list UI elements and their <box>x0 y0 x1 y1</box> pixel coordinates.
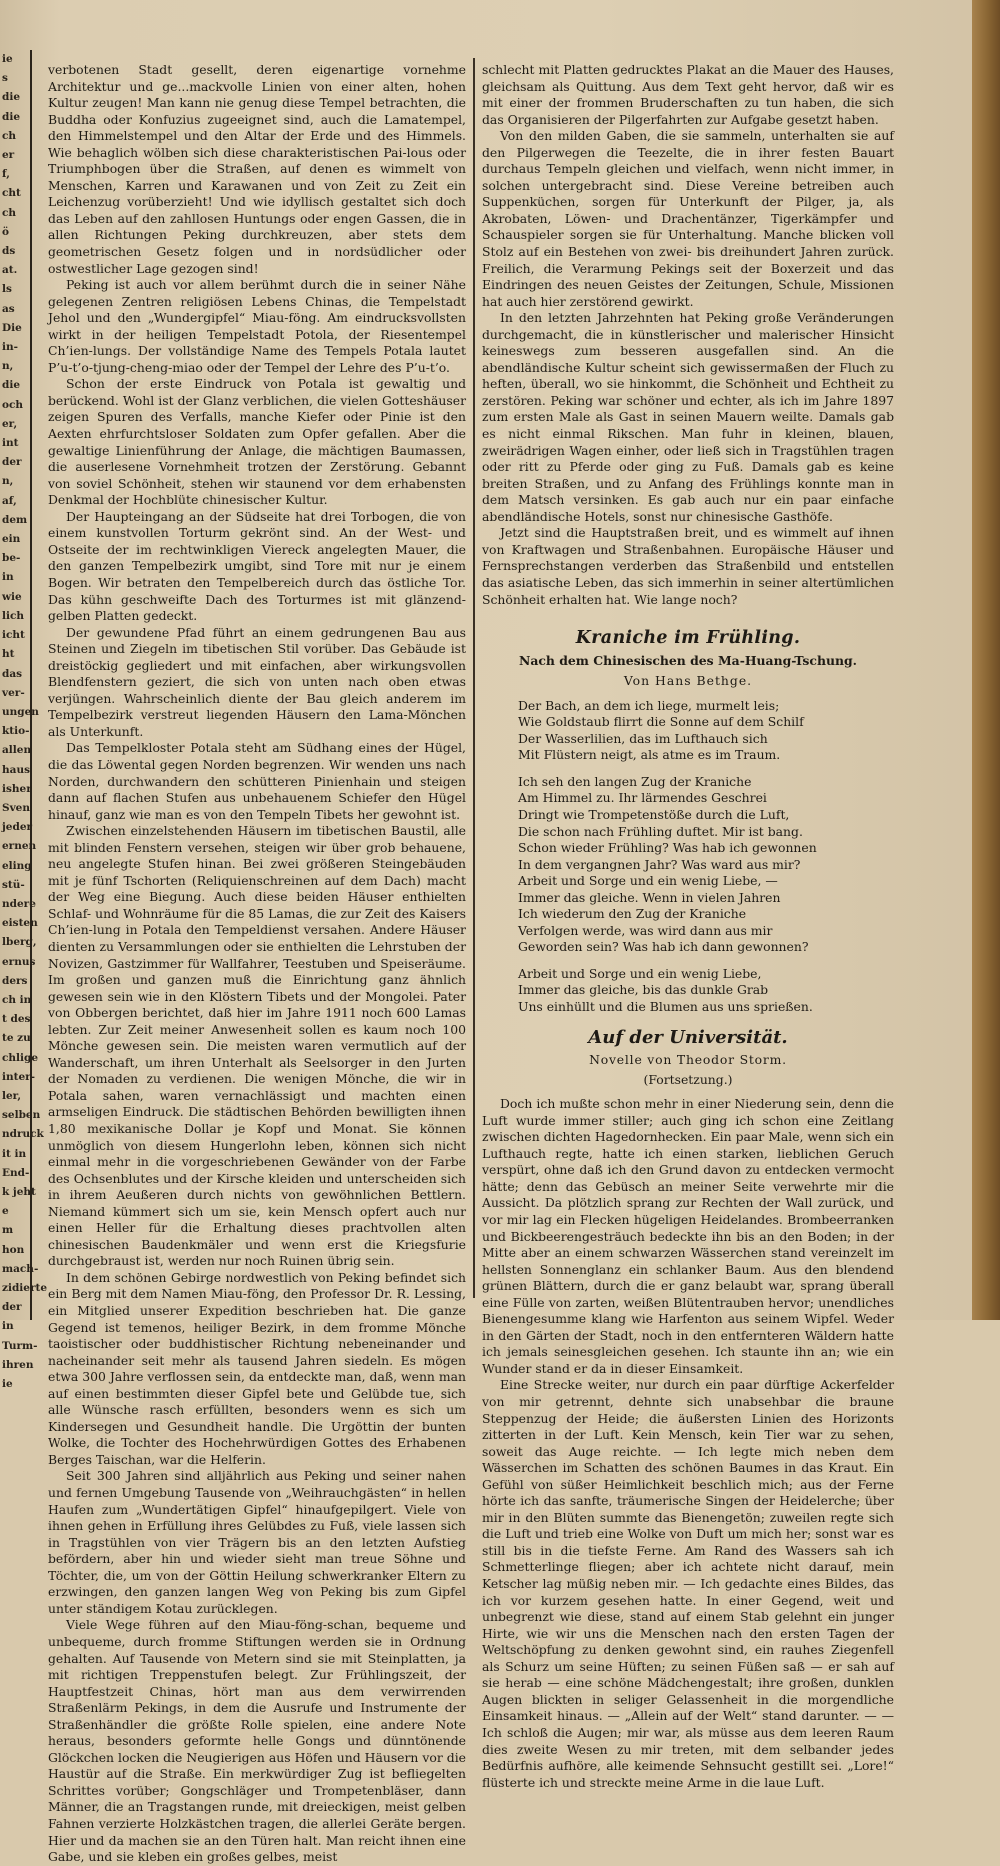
previous-page-margin <box>0 50 48 1391</box>
margin-fragment: selben <box>2 1109 41 1122</box>
margin-fragment: die <box>2 110 21 123</box>
margin-fragment: Sven <box>2 801 30 814</box>
margin-fragment: ernen <box>2 840 37 853</box>
article-paragraph: verbotenen Stadt gesellt, deren eigenartige vornehme Architektur und ge...mackvolle Linien von einer alten, hohen Kultur zeugen! Man kann nie genug diese Tempel betrachten, die Buddha oder Konfuzius zugeeignet sind, auch die Lamatempel, den Himmelstempel und den Altar der Erde und des Himmels. Wie behaglich wölben sich diese charakteristischen Pai-lous oder Triumphbogen über die Straßen, auf denen es wimmelt von Menschen, Karren und Karawanen und von Zeit zu Zeit ein Leichenzug vorüberzieht! Und wie idyllisch gestaltet sich doch das Leben auf den zahllosen Huntungs oder engen Gassen, die in allen Richtungen Peking durchkreuzen, aber stets dem geometrischen Gesetz folgen und in nordsüdlicher oder ostwestlicher Lage gezogen sind! <box>48 62 466 276</box>
margin-fragment: die <box>2 379 21 392</box>
novel-continuation-note: (Fortsetzung.) <box>643 1071 733 1087</box>
margin-fragment: in- <box>2 341 18 354</box>
margin-fragment: ie <box>2 53 13 65</box>
poem-line: Wie Goldstaub flirrt die Sonne auf dem Schilf <box>518 714 804 730</box>
margin-fragment: ö <box>2 225 10 238</box>
margin-fragment: zidierte <box>2 1282 48 1294</box>
poem-line: Immer das gleiche, bis das dunkle Grab <box>518 982 769 998</box>
margin-fragment: ch <box>2 129 17 142</box>
poem-title: Kraniche im Frühling. <box>575 628 801 649</box>
margin-fragment: ht <box>2 648 15 661</box>
poem-line: Ich wiederum den Zug der Kraniche <box>518 906 747 922</box>
margin-fragment: f, <box>2 168 10 181</box>
margin-fragment: ndere <box>2 897 36 910</box>
margin-fragment: er, <box>2 417 18 430</box>
margin-fragment: ch <box>2 206 17 219</box>
margin-fragment: ders <box>2 974 28 987</box>
margin-fragment: e <box>2 1205 9 1218</box>
article-paragraph: Viele Wege führen auf den Miau-föng-schan, bequeme und unbequeme, durch fromme Stiftungen werden sie in Ordnung gehalten. Auf Tausende von Metern sind sie mit Steinplatten, ja mit richtigen Treppenstufen belegt. Zur Frühlingszeit, der Hauptfestzeit Chinas, hört man aus dem verwirrenden Straßenlärm Pekings, in dem die Ausrufe und Instrumente der Straßenhändler die größte Rolle spielen, eine andere Note heraus, besonders geformte helle Gongs und dünntönende Glöckchen locken die Neugierigen aus Höfen und Häusern vor die Haustür auf die Straße. Ein merkwürdiger Zug ist befliegelten Schrittes vorüber; Gongschläger und Trompetenbläser, dann Männer, die an Tragstangen runde, mit dreieckigen, meist gelben Fahnen verzierte Holzkästchen tragen, die allerlei Geräte bergen. Hier und da machen sie an den Türen halt. Man reicht ihnen eine Gabe, und sie kleben ein großes gelbes, meist <box>48 1617 466 1865</box>
margin-fragment: af, <box>2 494 17 507</box>
poem-line: Der Bach, an dem ich liege, murmelt leis; <box>518 697 780 713</box>
article-paragraph: In dem schönen Gebirge nordwestlich von Peking befindet sich ein Berg mit dem Namen Miau-föng, den Professor Dr. R. Lessing, ein Mitglied unserer Expedition beschrieben hat. Die ganze Gegend ist temenos, heiliger Bezirk, in dem fromme Mönche taoistischer oder buddhistischer Richtung nebeneinander und nacheinander seit mehr als tausend Jahren siedeln. Es mögen etwa 300 Jahre verflossen sein, da entdeckte man, daß, wenn man auf einen bestimmten dieser Gipfel bete und Gelübde tue, sich alle Wünsche rasch erfüllten, besonders wenn es sich um Kindersegen und Gesundheit handle. Die Urgöttin der bunten Wolke, die Tochter des Hochehrwürdigen Gottes des Erhabenen Berges Taischan, war die Helferin. <box>48 1269 466 1467</box>
book-spine-edge <box>972 0 1000 1320</box>
margin-fragment: Turm- <box>2 1339 38 1352</box>
margin-fragment: in <box>2 571 14 584</box>
poem-stanza <box>482 966 894 1016</box>
margin-fragment: isher <box>2 782 32 795</box>
article-paragraph: In den letzten Jahrzehnten hat Peking große Veränderungen durchgemacht, die in künstlerischer und malerischer Hinsicht keineswegs zum besseren ausgefallen sind. An die abendländische Kultur scheint sich gewissermaßen der Fluch zu heften, überall, wo sie hinkommt, die Schönheit und Echtheit zu zerstören. Peking war schöner und echter, als ich im Jahre 1897 zum ersten Male als Gast in seinen Mauern weilte. Damals gab es nicht einmal Rikschen. Man fuhr in kleinen, blauen, zweirädrigen Wagen einher, oder ließ sich in Tragstühlen tragen oder ritt zu Pferde oder ging zu Fuß. Damals gab es keine breiten Straßen, und zu Anfang des Frühlings konnte man in dem Matsch versinken. Es gab auch nur ein paar einfache abendländische Hotels, sonst nur chinesische Gasthöfe. <box>482 310 894 524</box>
margin-fragment: mach- <box>2 1262 39 1275</box>
margin-fragment: jeder <box>2 821 33 834</box>
poem-line: Ich seh den langen Zug der Kraniche <box>518 773 752 789</box>
poem-stanza <box>482 698 894 764</box>
margin-fragment: hon <box>2 1243 25 1256</box>
poem-line: Am Himmel zu. Ihr lärmendes Geschrei <box>518 790 767 806</box>
article-paragraph: Der gewundene Pfad führt an einem gedrungenen Bau aus Steinen und Ziegeln im tibetischen Stil vorüber. Das Gebäude ist dreistöckig gegliedert und mit einfachen, aber wirkungsvollen Blendfenstern geziert, die sich von unten nach oben etwas verjüngen. Wahrscheinlich diente der Bau gleich anderem im Tempelbezirk verstreut liegenden Häusern den Lama-Mönchen als Unterkunft. <box>48 624 466 739</box>
article-paragraph: Zwischen einzelstehenden Häusern im tibetischen Baustil, alle mit blinden Fenstern versehen, steigen wir über grob behauene, neu angelegte Stufen hinan. Bei zwei größeren Steingebäuden mit je fünf Tschorten (Reliquienschreinen auf dem Dach) macht der Weg eine Biegung. Auch diese beiden Häuser enthielten Schlaf- und Wohnräume für die 85 Lamas, die zur Zeit des Kaisers Ch’ien-lung in Potala den Tempeldienst versahen. Andere Häuser dienten zu Versammlungen oder sie enthielten die Lehrstuben der Novizen, Gastzimmer für Wallfahrer, Teestuben und Speiseräume. Im großen und ganzen muß die Einrichtung ganz ähnlich gewesen sein wie in den Klöstern Tibets und der Mongolei. Pater von Obbergen berichtet, daß hier im Jahre 1911 noch 600 Lamas lebten. Zur Zeit meiner Anwesenheit sollen es kaum noch 100 Mönche gewesen sein. Die meisten waren vermutlich auf der Wanderschaft, um ihren Unterhalt als Seelsorger in den Jurten der Nomaden zu verdienen. Die wenigen Mönche, die wir in Potala sahen, waren vernachlässigt und machten einen armseligen Eindruck. Die städtischen Behörden bewilligten ihnen 1,80 mexikanische Dollar je Kopf und Monat. Sie können unmöglich von diesem Hungerlohn leben, können sich nicht einmal mehr in die vorgeschriebenen Gewänder von der Farbe des Ochsenblutes und der Kirsche kleiden und unterscheiden sich in ihrem Aeußeren durch nichts von gewöhnlichen Bettlern. Niemand kümmert sich um sie, kein Mensch opfert auch nur einen Heller für die Erhaltung dieses prachtvollen alten chinesischen Baudenkmäler und wenn erst die Kriegsfurie durchgebraust ist, werden nur noch Ruinen übrig sein. <box>48 823 466 1269</box>
margin-fragment: lich <box>2 609 25 622</box>
margin-fragment: s <box>2 72 8 85</box>
margin-fragment: inter- <box>2 1070 36 1083</box>
article-paragraph: Seit 300 Jahren sind alljährlich aus Peking und seiner nahen und fernen Umgebung Tausende von „Weihrauchgästen“ in hellen Haufen zum „Wundertätigen Gipfel“ hinaufgepilgert. Viele von ihnen gehen in Erfüllung ihres Gelübdes zu Fuß, viele lassen sich in Tragstühlen von vier Trägern bis an den letzten Aufstieg befördern, aber hin und wieder sieht man treue Söhne und Töchter, die, um von der Göttin Heilung schwerkranker Eltern zu erzwingen, den ganzen langen Weg von Peking bis zum Gipfel unter ständigem Kotau zurücklegen. <box>48 1468 466 1616</box>
margin-fragment: eisten <box>2 917 38 930</box>
margin-fragment: ver- <box>2 686 25 699</box>
margin-fragment: at. <box>2 264 18 277</box>
poem-line: Arbeit und Sorge und ein wenig Liebe, <box>518 965 762 981</box>
poem-line: Geworden sein? Was hab ich dann gewonnen? <box>518 939 809 955</box>
margin-fragment: die <box>2 91 21 104</box>
article-paragraph: Schon der erste Eindruck von Potala ist gewaltig und berückend. Wohl ist der Glanz verblichen, die vielen Gotteshäuser zeigen Spuren des Verfalls, manche Kiefer oder Pinie ist den Aexten ehrfurchtsloser Soldaten zum Opfer gefallen. Aber die gewaltige Linienführung der Anlage, die mächtigen Baumassen, die auserlesene Vornehmheit trotzen der Zerstörung. Gebannt von soviel Schönheit, stehen wir staunend vor dem erhabensten Denkmal der Hochblüte chinesischer Kultur. <box>48 376 466 508</box>
article-paragraph: Von den milden Gaben, die sie sammeln, unterhalten sie auf den Pilgerwegen die Teezelte, die in ihrer festen Bauart durchaus Tempeln gleichen und vielfach, wenn nicht immer, in solchen untergebracht sind. Diese Vereine betreiben auch Suppenküchen, sorgen für Unterkunft der Pilger, ja, als Akrobaten, Löwen- und Drachentänzer, Tigerkämpfer und Schauspieler sorgen sie für Unterhaltung. Manche blicken voll Stolz auf ein Bestehen von zwei- bis dreihundert Jahren zurück. Freilich, die Verarmung Pekings seit der Boxerzeit und das Eindringen des neuen Geistes der Zeitungen, Schule, Missionen hat auch hier zerstörend gewirkt. <box>482 128 894 309</box>
margin-fragment: lberg, <box>2 936 37 949</box>
margin-fragment: chlige <box>2 1051 39 1064</box>
margin-fragment: ktio- <box>2 725 30 738</box>
poem-line: Uns einhüllt und die Blumen aus uns sprießen. <box>518 998 813 1014</box>
article-paragraph: schlecht mit Platten gedrucktes Plakat an die Mauer des Hauses, gleichsam als Quittung. Aus dem Text geht hervor, daß wir es mit einer der frommen Bruderschaften zu tun haben, die sich das Organisieren der Pilgerfahrten zur Aufgabe gesetzt haben. <box>482 62 894 127</box>
poem-line: In dem vergangnen Jahr? Was ward aus mir? <box>518 856 801 872</box>
margin-fragment: ch in <box>2 993 32 1006</box>
margin-fragment: haus <box>2 763 30 776</box>
margin-fragment: k jeht <box>2 1185 36 1198</box>
poem-line: Der Wasserlilien, das im Lufthauch sich <box>518 730 768 746</box>
margin-fragment: in <box>2 1320 14 1333</box>
novel-paragraph: Doch ich mußte schon mehr in einer Niederung sein, denn die Luft wurde immer stiller; auch ging ich schon eine Zeitlang zwischen dichten Hagedornhecken. Ein paar Male, wenn sich ein Lufthauch regte, hatte ich einen starken, lieblichen Geruch verspürt, ohne daß ich den Grund davon zu entdecken vermocht hätte; denn das Gebüsch an meiner Seite verwehrte mir die Aussicht. Da plötzlich sprang zur Rechten der Wall zurück, und vor mir lag ein Flecken hügeligen Heidelandes. Brombeerranken und Bickbeerengesträuch bedeckte ihn bis an den Boden; in der Mitte aber an einem schwarzen Wässerchen stand vereinzelt im hellsten Sonnenglanz ein schlanker Baum. Aus den blendend grünen Blättern, durch die er ganz belaubt war, sprang überall eine Fülle von zarten, weißen Blütentrauben hervor; unendliches Bienengesumme klang wie Harfenton aus seinem Wipfel. Weder in den Gärten der Stadt, noch in den entfernteren Wäldern hatte ich jemals seinesgleichen gesehen. Ich staunte ihn an; wie ein Wunder stand er da in dieser Einsamkeit. <box>482 1096 894 1376</box>
margin-fragment: stü- <box>2 878 25 891</box>
margin-fragment: der <box>2 456 22 469</box>
article-column-right <box>482 62 894 1791</box>
margin-fragment: ler, <box>2 1089 22 1102</box>
poem-line: Die schon nach Frühling duftet. Mir ist bang. <box>518 823 803 839</box>
poem-line: Dringt wie Trompetenstöße durch die Luft, <box>518 806 790 822</box>
margin-fragment: n, <box>2 475 14 488</box>
poem-subtitle: Nach dem Chinesischen des Ma-Huang-Tschung. <box>519 652 857 668</box>
margin-fragment: ungen <box>2 705 39 718</box>
margin-fragment: wie <box>2 590 22 603</box>
margin-fragment: te zu <box>2 1032 31 1045</box>
margin-fragment: allen <box>2 744 32 757</box>
poem-line: Verfolgen werde, was wird dann aus mir <box>518 922 773 938</box>
article-column-left <box>48 62 466 1866</box>
margin-fragment: Die <box>2 321 22 334</box>
margin-fragment: be- <box>2 552 21 565</box>
margin-fragment: int <box>2 437 19 450</box>
margin-fragment: ls <box>2 283 12 296</box>
article-paragraph: Jetzt sind die Hauptstraßen breit, und es wimmelt auf ihnen von Kraftwagen und Straßenbahnen. Europäische Häuser und Fernsprechstangen verderben das Straßenbild und entstellen das asiatische Leben, das sich immerhin in seiner altertümlichen Schönheit erhalten hat. Wie lange noch? <box>482 525 894 607</box>
margin-fragment: m <box>2 1224 14 1237</box>
poem-line: Mit Flüstern neigt, als atme es im Traum. <box>518 747 781 763</box>
margin-fragment: ie <box>2 1378 13 1391</box>
column-divider <box>473 58 475 1298</box>
article-paragraph: Peking ist auch vor allem berühmt durch die in seiner Nähe gelegenen Zentren religiösen Lebens Chinas, die Tempelstadt Jehol und den „Wundergipfel“ Miau-föng. Am eindrucksvollsten wirkt in der heiligen Tempelstadt Potola, der Riesentempel Ch’ien-lungs. Der vollständige Name des Tempels Potala lautet P’u-t’o-tjung-cheng-miao oder der Tempel der Lehre des P’u-t’o. <box>48 277 466 375</box>
margin-fragment: er <box>2 149 15 162</box>
article-paragraph: Das Tempelkloster Potala steht am Südhang eines der Hügel, die das Löwental gegen Norden begrenzen. Wir wenden uns nach Norden, durchwandern den schütteren Pinienhain und steigen dann auf flachen Stufen aus unbehauenem Schiefer den Hügel hinauf, ganz wie man es von den Tempeln Tibets her gewohnt ist. <box>48 740 466 822</box>
margin-fragment: ein <box>2 533 21 546</box>
margin-fragment: der <box>2 1301 22 1314</box>
article-paragraph: Der Haupteingang an der Südseite hat drei Torbogen, die von einem kunstvollen Torturm gekrönt sind. An der West- und Ostseite der im rechtwinkligen Viereck angelegten Mauer, die den ganzen Tempelbezirk umgibt, sind Tore mit nur je einem Bogen. Wir betraten den Tempelbereich durch das östliche Tor. Das kühn geschweifte Dach des Torturmes ist mit glänzend-gelben Platten gedeckt. <box>48 508 466 624</box>
novel-subtitle: Novelle von Theodor Storm. <box>589 1052 787 1068</box>
margin-fragment: ihren <box>2 1358 34 1371</box>
margin-fragment: it in <box>2 1147 27 1160</box>
poem-line: Arbeit und Sorge und ein wenig Liebe, — <box>518 873 778 889</box>
margin-fragment: icht <box>2 629 25 642</box>
margin-fragment: eling <box>2 859 32 872</box>
margin-fragment: t des <box>2 1013 31 1026</box>
margin-fragment: och <box>2 398 24 411</box>
margin-fragment: ds <box>2 245 16 258</box>
margin-fragment: ndruck <box>2 1128 44 1141</box>
margin-fragment: n, <box>2 360 14 373</box>
margin-fragment: cht <box>2 187 21 200</box>
margin-fragment: End- <box>2 1166 30 1179</box>
margin-fragment: ernus <box>2 955 36 968</box>
margin-fragment: as <box>2 302 15 315</box>
novel-paragraph: Eine Strecke weiter, nur durch ein paar dürftige Ackerfelder von mir getrennt, dehnte sich unabsehbar die braune Steppenzug der Heide; die äußersten Linien des Horizonts zitterten in der Luft. Kein Mensch, kein Tier war zu sehen, soweit das Auge reichte. — Ich legte mich neben dem Wässerchen im Schatten des schönen Baumes in das Kraut. Ein Gefühl von süßer Heimlichkeit beschlich mich; aus der Ferne hörte ich das sanfte, träumerische Singen der Heidelerche; über mir in den Blüten summte das Bienengetön; zuweilen regte sich die Luft und trieb eine Wolke von Duft um mich her; sonst war es still bis in die tiefste Ferne. Am Rand des Wassers sah ich Schmetterlinge fliegen; aber ich achtete nicht darauf, mein Ketscher lag müßig neben mir. — Ich gedachte eines Bildes, das ich vor kurzem gesehen hatte. In einer Gegend, weit und unbegrenzt wie diese, stand auf einem Stab gelehnt ein junger Hirte, wie wir uns die Menschen nach den ersten Tagen der Weltschöpfung zu denken gewohnt sind, ein rauhes Ziegenfell als Schurz um seine Hüften; zu seinen Füßen saß — er sah auf sie herab — eine schöne Mädchengestalt; ihre großen, dunklen Augen blickten in seliger Gelassenheit in die morgendliche Einsamkeit hinaus. — „Allein auf der Welt“ stand darunter. — — Ich schloß die Augen; mir war, als müsse aus dem leeren Raum dies zweite Wesen zu mir treten, mit dem selbander jedes Bedürfnis aufhöre, alle keimende Sehnsucht gestillt sei. „Lore!“ flüsterte ich und streckte meine Arme in die laue Luft. <box>482 1377 894 1790</box>
margin-fragment: das <box>2 667 23 680</box>
poem-stanza <box>482 774 894 956</box>
margin-fragment: dem <box>2 513 28 526</box>
poem-author: Von Hans Bethge. <box>623 673 753 689</box>
poem-line: Immer das gleiche. Wenn in vielen Jahren <box>518 889 781 905</box>
novel-title: Auf der Universität. <box>588 1026 788 1048</box>
poem-line: Schon wieder Frühling? Was hab ich gewonnen <box>518 840 817 856</box>
